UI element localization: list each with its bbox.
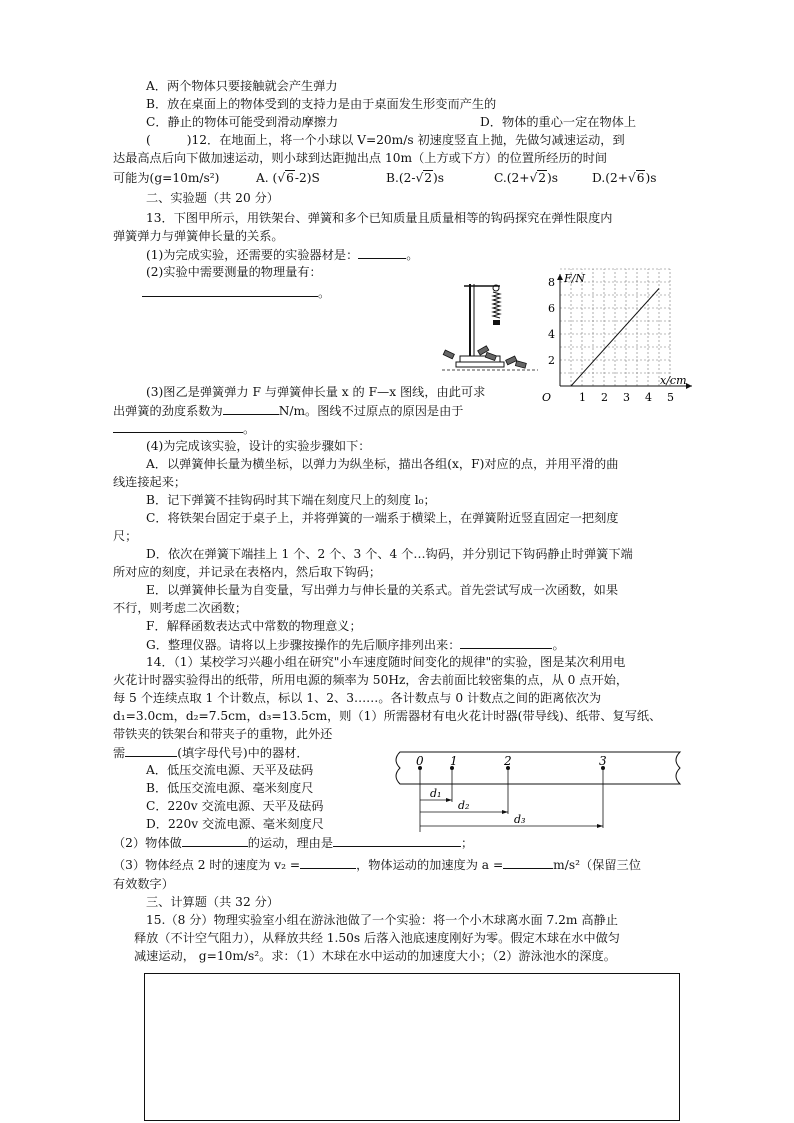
q14-line3: 每 5 个连续点取 1 个计数点，标以 1、2、3……。各计数点与 0 计数点之间的距离依次为	[113, 691, 602, 705]
f-x-graph	[532, 268, 698, 408]
q13-step-a2: 线连接起来；	[113, 475, 187, 489]
q12-line2: 达最高点后向下做加速运动，则小球到达距抛出点 10m（上方或下方）的位置所经历的时间	[113, 151, 608, 165]
data-line	[571, 289, 659, 387]
q13-blank-reason[interactable]	[113, 420, 243, 433]
y-axis-label: F/N	[564, 272, 585, 285]
tape-d1-label: d₁	[430, 787, 442, 800]
q13-blank-order[interactable]	[460, 636, 552, 649]
q13-step-g: G．整理仪器。请将以上步骤按操作的先后顺序排列出来： 。	[146, 638, 565, 652]
q13-step-c2: 尺；	[113, 529, 138, 543]
q13-part2: (2)实验中需要测量的物理量有：	[146, 265, 322, 279]
q14-option-c: C．220v 交流电源、天平及砝码	[146, 799, 324, 813]
q12-line3	[113, 170, 219, 187]
q13-step-c1: C．将铁架台固定于桌子上，并将弹簧的一端系于横梁上，在弹簧附近竖直固定一把刻度	[146, 511, 619, 525]
q14-line6: 需 (填字母代号)中的器材．	[113, 746, 309, 760]
paper-tape	[396, 752, 680, 784]
q14-line1: 14．（1）某校学习兴趣小组在研究"小车速度随时间变化的规律"的实验，图是某次利用电	[146, 655, 626, 669]
q13-part3-c: 。	[113, 420, 255, 438]
q14-line2: 火花计时器实验得出的纸带，所用电源的频率为 50Hz，舍去前面比较密集的点，从 0 点开始，	[113, 673, 629, 687]
tape-d2-label: d₂	[458, 799, 470, 812]
tape-label-0: 0	[416, 754, 424, 768]
q13-part4: (4)为完成该实验，设计的实验步骤如下：	[146, 439, 371, 453]
x-axis-label: x/cm	[660, 374, 687, 387]
q14-option-a: A．低压交流电源、天平及砝码	[146, 763, 314, 777]
q13-part3-b: 出弹簧的劲度系数为 N/m。图线不过原点的原因是由于	[113, 404, 464, 418]
q13-line2: 弹簧弹力与弹簧伸长量的关系。	[113, 229, 284, 243]
q13-line1: 13．下图甲所示，用铁架台、弹簧和多个已知质量且质量相等的钩码探究在弹性限度内	[146, 211, 613, 225]
q11-option-a: A．两个物体只要接触就会产生弹力	[146, 79, 338, 93]
q14-part3-cont: 有效数字）	[113, 877, 174, 891]
x-tick-label: 2	[601, 391, 608, 404]
q14-blank-reason[interactable]	[333, 834, 461, 847]
section-experiment-title: 二、实验题（共 20 分）	[146, 191, 279, 205]
q12-stem-1: )12．在地面上，将一个小球以 V=20m/s 初速度竖直上抛，先做匀减速运动，到	[186, 133, 625, 147]
q13-part1: (1)为完成实验，还需要的实验器材是： 。	[146, 248, 419, 262]
paper-tape-figure	[380, 748, 690, 838]
y-tick-label: 2	[548, 354, 555, 367]
q12-paren-open: (	[146, 133, 151, 147]
q13-blank-stiffness[interactable]	[223, 402, 279, 415]
q12-option-c: C.(2+√2)s	[494, 171, 559, 185]
x-tick-label: 3	[623, 391, 630, 404]
tape-label-2: 2	[504, 754, 512, 768]
y-tick-label: 6	[548, 302, 555, 315]
q12-stem-3: 可能为(g=10m/s²)	[113, 171, 220, 185]
q12-line1	[146, 132, 625, 149]
q13-part2-answer: 。	[142, 284, 330, 302]
q12-option-b: B.(2-√2)s	[386, 171, 445, 185]
q11-option-c: C．静止的物体可能受到滑动摩擦力	[146, 115, 339, 129]
y-axis-arrow	[557, 274, 563, 280]
q13-blank-equipment[interactable]	[358, 246, 406, 259]
q13-step-d1: D．依次在弹簧下端挂上 1 个、2 个、3 个、4 个…钩码，并分别记下钩码静止时弹簧下端	[146, 547, 633, 561]
q15-line1: 15.（8 分）物理实验室小组在游泳池做了一个实验：将一个小木球离水面 7.2m 高静止	[146, 913, 618, 927]
q14-blank-acceleration[interactable]	[503, 856, 553, 869]
spring-apparatus-figure	[440, 274, 540, 384]
q13-step-f: F．解释函数表达式中常数的物理意义；	[146, 619, 362, 633]
x-tick-label: 4	[645, 391, 652, 404]
q14-blank-equipment[interactable]	[125, 744, 177, 757]
x-axis-arrow	[686, 383, 692, 389]
q13-step-b: B．记下弹簧不挂钩码时其下端在刻度尺上的刻度 l₀；	[146, 493, 436, 507]
y-tick-label: 8	[548, 276, 555, 289]
x-tick-label: 5	[667, 391, 674, 404]
q14-option-b: B．低压交流电源、毫米刻度尺	[146, 781, 314, 795]
q11-option-d: D．物体的重心一定在物体上	[480, 115, 637, 129]
q12-option-d: D.(2+√6)s	[592, 171, 657, 185]
q15-line2: 释放（不计空气阻力），从释放共经 1.50s 后落入池底速度刚好为零。假定木球在水中做匀	[134, 931, 620, 945]
y-tick-label: 4	[548, 328, 555, 341]
tape-label-3: 3	[599, 754, 607, 768]
q14-line4: d₁=3.0cm，d₂=7.5cm，d₃=13.5cm，则（1）所需器材有电火花计时器(带导线)、纸带、复写纸、	[113, 709, 662, 723]
q14-part2: （2）物体做 的运动，理由是 ；	[113, 836, 474, 850]
q14-part3: （3）物体经点 2 时的速度为 v₂ = ，物体运动的加速度为 a = m/s²（保留三位	[113, 858, 641, 872]
q14-blank-velocity[interactable]	[300, 856, 356, 869]
q13-part3-a: (3)图乙是弹簧弹力 F 与弹簧伸长量 x 的 F—x 图线，由此可求	[146, 385, 486, 399]
graph-grid	[560, 269, 670, 386]
q14-option-d: D．220v 交流电源、毫米刻度尺	[146, 817, 324, 831]
q13-step-e1: E．以弹簧伸长量为自变量，写出弹力与伸长量的关系式。首先尝试写成一次函数，如果	[146, 583, 619, 597]
tape-label-1: 1	[450, 754, 458, 768]
q13-step-e2: 不行，则考虑二次函数；	[113, 601, 248, 615]
section-calculation-title: 三、计算题（共 32 分）	[146, 895, 279, 909]
q14-blank-motion[interactable]	[182, 834, 248, 847]
tape-d3-label: d₃	[514, 813, 526, 826]
origin-label: O	[542, 391, 552, 404]
x-tick-label: 1	[579, 391, 586, 404]
q15-answer-box[interactable]	[144, 973, 680, 1121]
q13-step-d2: 所对应的刻度，并记录在表格内，然后取下钩码；	[113, 565, 382, 579]
q12-option-a: A. (√6-2)S	[256, 171, 320, 185]
q13-step-a1: A．以弹簧伸长量为横坐标，以弹力为纵坐标，描出各组(x，F)对应的点，并用平滑的曲	[146, 457, 619, 471]
q13-blank-quantities[interactable]	[142, 284, 318, 297]
q15-line3: 减速运动， g=10m/s²。求：（1）木球在水中运动的加速度大小；（2）游泳池水的深度。	[134, 949, 616, 963]
q14-line5: 带铁夹的铁架台和带夹子的重物，此外还	[113, 727, 333, 741]
q11-option-b: B．放在桌面上的物体受到的支持力是由于桌面发生形变而产生的	[146, 97, 497, 111]
